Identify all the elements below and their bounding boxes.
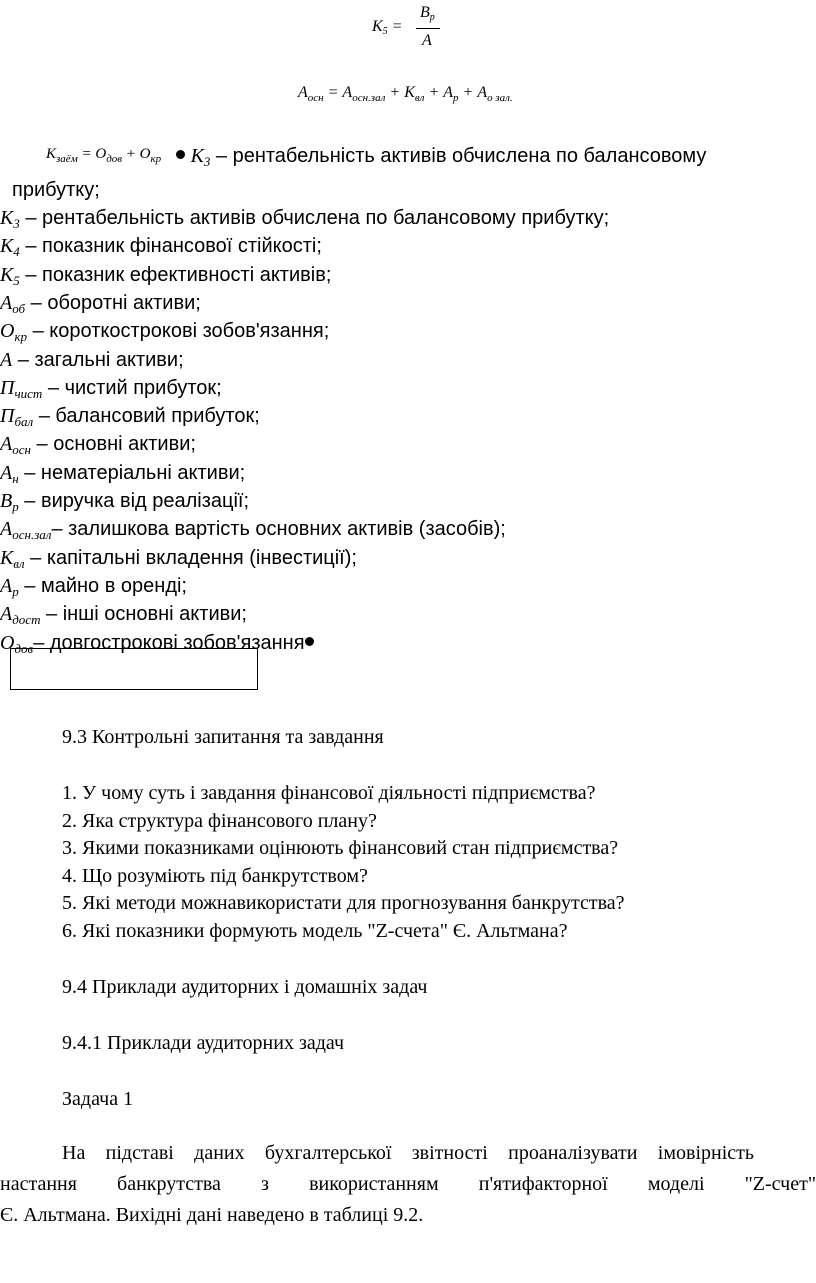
formula-k5: $K_5$ = $B_p$ A — [372, 4, 442, 52]
question-item: 4. Що розуміють під банкрутством? — [62, 865, 368, 887]
section-heading-9-4: 9.4 Приклади аудиторних і домашніх задач — [62, 976, 428, 998]
definition-item: $О_{дов}-$ довгострокові зобов'язання — [0, 631, 314, 661]
definition-item: $П_{бал}$ – балансовий прибуток; — [0, 405, 260, 429]
bullet-icon — [305, 637, 314, 646]
question-item: 2. Яка структура фінансового плану? — [62, 810, 377, 832]
fraction-bar — [416, 28, 440, 29]
definition-item: $К_{вл}$ – капітальні вкладення (інвестиції); — [0, 547, 357, 571]
definition-item: $П_{чист}$ – чистий прибуток; — [0, 377, 222, 401]
definition-item: $А_н$ – нематеріальні активи; — [0, 462, 246, 486]
definition-item: $О_{кр}$ – короткострокові зобов'язання; — [0, 320, 330, 344]
definition-item: $А_р$ – майно в оренді; — [0, 575, 187, 599]
definition-item: $А_{осн}$ – основні активи; — [0, 433, 196, 457]
empty-box — [10, 648, 258, 690]
first-line-continuation: прибутку; — [12, 179, 100, 201]
formula-kzaem: $K_{заём} = O_{дов} + O_{кр}$ — [46, 146, 162, 165]
task-title: Задача 1 — [62, 1088, 134, 1110]
definition-item: $К_5$ – показник ефективності активів; — [0, 264, 332, 288]
first-line: $К_3$ – рентабельність активів обчислена по балансовому — [176, 144, 706, 174]
question-item: 6. Які показники формують модель "Z-счета" Є. Альтмана? — [62, 920, 568, 942]
definition-item: $А_{дост}$ – інші основні активи; — [0, 603, 247, 627]
definition-item: $К_3$ – рентабельність активів обчислена по балансовому прибутку; — [0, 207, 610, 231]
definition-item: $В_р$ – виручка від реалізації; — [0, 490, 250, 514]
definition-item: $А_{об}$ – оборотні активи; — [0, 292, 201, 316]
question-item: 3. Якими показниками оцінюють фінансовий стан підприємства? — [62, 837, 619, 859]
section-heading-9-3: 9.3 Контрольні запитання та завдання — [62, 726, 384, 748]
definition-item: А – загальні активи; — [0, 349, 184, 371]
question-item: 5. Які методи можнавикористати для прогнозування банкрутства? — [62, 892, 625, 914]
task-text-line: Є. Альтмана. Вихідні дані наведено в таблиці 9.2. — [0, 1204, 424, 1226]
task-text-line: На підставі даних бухгалтерської звітності проаналізувати імовірність — [62, 1142, 754, 1164]
formula-aosn: $A_{осн} = A_{осн.зал} + K_{вл} + A_р + A_{о зал.}$ — [298, 84, 513, 104]
section-heading-9-4-1: 9.4.1 Приклади аудиторних задач — [62, 1032, 345, 1054]
definition-item: $К_4$ – показник фінансової стійкості; — [0, 235, 322, 259]
bullet-icon — [176, 150, 185, 159]
task-text-line: настання банкрутства з використанням п'ятифакторної моделі "Z-счет" — [0, 1173, 816, 1195]
question-item: 1. У чому суть і завдання фінансової діяльності підприємства? — [62, 782, 596, 804]
definition-item: $А_{осн.зал}-$ залишкова вартість основних активів (засобів); — [0, 518, 506, 542]
